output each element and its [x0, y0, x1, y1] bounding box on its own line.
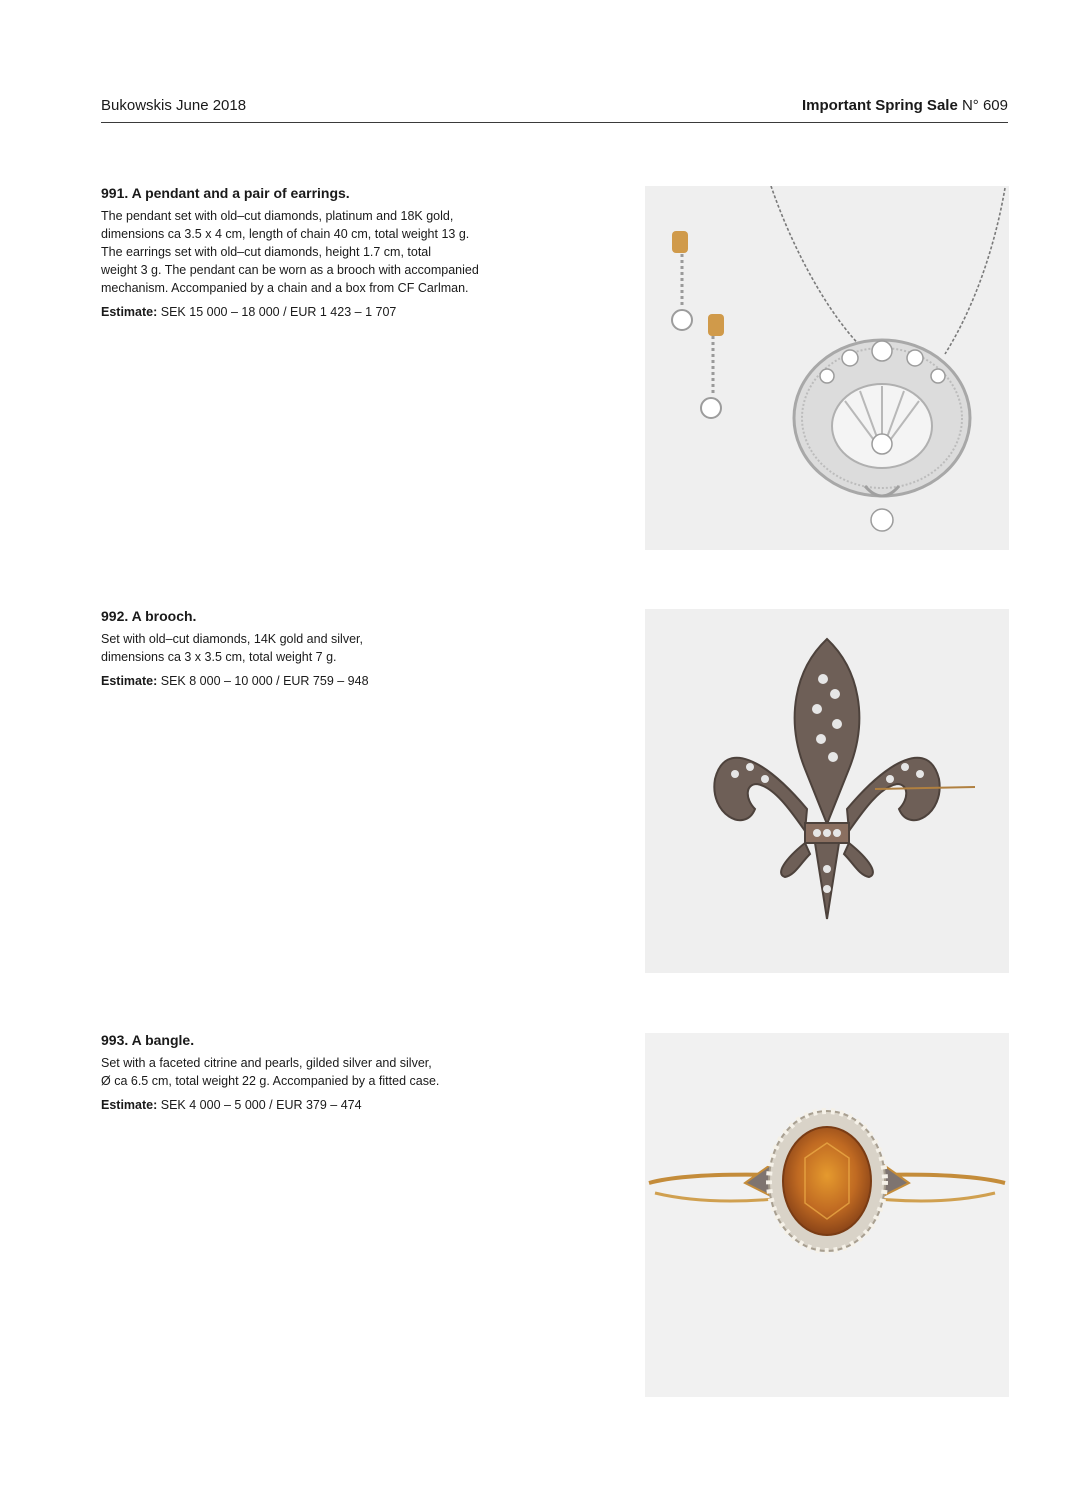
estimate-value: SEK 15 000 – 18 000 / EUR 1 423 – 1 707: [157, 305, 397, 319]
lot-title: 993. A bangle.: [101, 1032, 195, 1048]
lot-title: 991. A pendant and a pair of earrings.: [101, 185, 350, 201]
lot-estimate: [101, 303, 521, 321]
photo-fleur-de-lis-brooch: [645, 609, 1009, 973]
lot-description: [101, 1054, 521, 1090]
estimate-label: Estimate:: [101, 674, 158, 688]
photo-citrine-bangle: [645, 1033, 1009, 1397]
lot-estimate: [101, 672, 521, 690]
description-line: dimensions ca 3.5 x 4 cm, length of chain 40 cm, total weight 13 g.: [101, 227, 470, 241]
description-line: weight 3 g. The pendant can be worn as a brooch with accompanied: [101, 263, 479, 277]
estimate-value: SEK 4 000 – 5 000 / EUR 379 – 474: [157, 1098, 362, 1112]
lot-description: [101, 207, 521, 297]
estimate-value: SEK 8 000 – 10 000 / EUR 759 – 948: [157, 674, 369, 688]
photo-pendant-and-earrings: [645, 186, 1009, 550]
description-line: The earrings set with old–cut diamonds, height 1.7 cm, total: [101, 245, 432, 259]
sale-name: Important Spring Sale: [801, 97, 958, 114]
estimate-label: Estimate:: [101, 305, 158, 319]
description-line: dimensions ca 3 x 3.5 cm, total weight 7 g.: [101, 650, 337, 664]
lot-993: [101, 1031, 521, 1114]
lot-description: [101, 630, 521, 666]
description-line: The pendant set with old–cut diamonds, platinum and 18K gold,: [101, 209, 454, 223]
lot-title: 992. A brooch.: [101, 608, 197, 624]
page-header: [101, 96, 1008, 123]
catalogue-date: Bukowskis June 2018: [101, 97, 247, 114]
lot-991: [101, 184, 521, 321]
description-line: Ø ca 6.5 cm, total weight 22 g. Accompanied by a fitted case.: [101, 1074, 440, 1088]
lot-estimate: [101, 1096, 521, 1114]
description-line: Set with a faceted citrine and pearls, gilded silver and silver,: [101, 1056, 432, 1070]
description-line: Set with old–cut diamonds, 14K gold and silver,: [101, 632, 363, 646]
sale-title: [802, 96, 1008, 116]
description-line: mechanism. Accompanied by a chain and a box from CF Carlman.: [101, 281, 469, 295]
sale-number: N° 609: [957, 97, 1008, 114]
estimate-label: Estimate:: [101, 1098, 158, 1112]
lot-992: [101, 607, 521, 690]
